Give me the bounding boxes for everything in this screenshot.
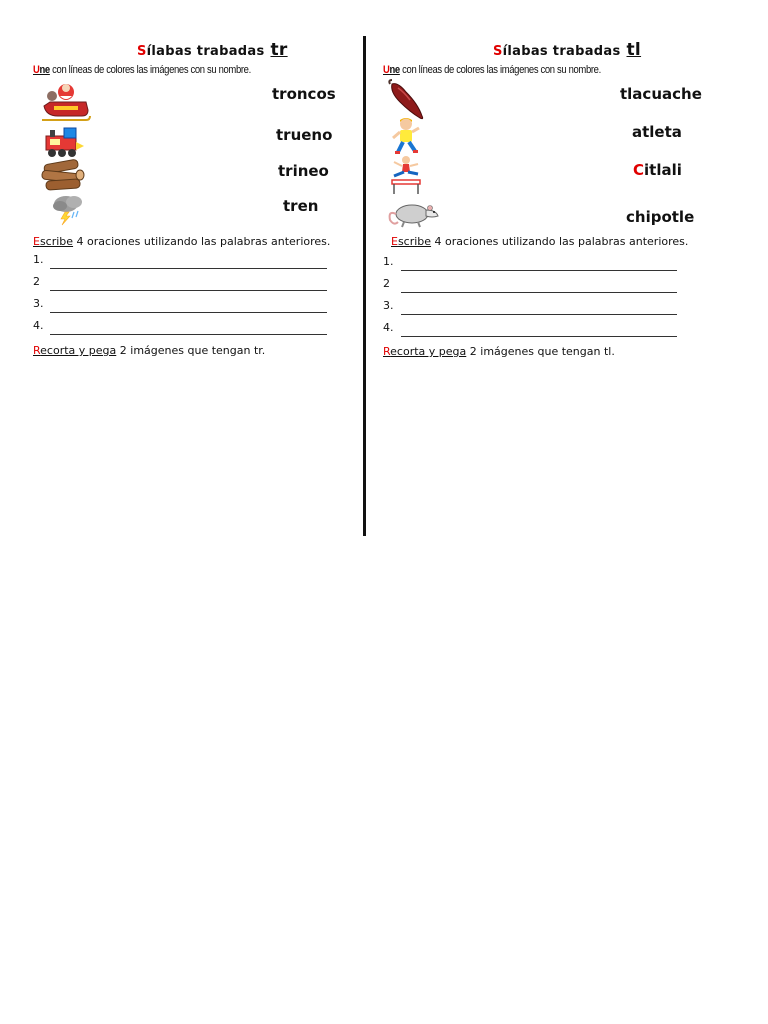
right-cut-instruction [383,345,615,358]
left-match-instruction [33,64,251,76]
left-write-lead-rest: scribe [39,235,74,248]
left-cut-text: 2 imágenes que tengan tr. [116,344,266,357]
left-word-3: trineo [278,162,329,180]
left-line-number-4: 4. [33,319,44,332]
storm-cloud-image [50,192,84,226]
left-writing-line-2[interactable] [50,290,327,291]
left-word-1: troncos [272,85,336,103]
right-word-3 [633,161,682,179]
left-line-number-3: 3. [33,297,44,310]
right-match-instruction [383,64,601,76]
left-write-text: 4 oraciones utilizando las palabras anteriores. [73,235,331,248]
right-match-lead-rest: ne [389,64,400,76]
left-write-lead-initial: E [33,235,40,248]
left-line-number-2: 2 [33,275,40,288]
right-word-1: tlacuache [620,85,702,103]
right-writing-line-2[interactable] [401,292,677,293]
left-line-number-1: 1. [33,253,44,266]
left-title-syllable: tr [270,40,288,60]
right-word-3-rest: itlali [644,161,682,179]
right-writing-line-1[interactable] [401,270,677,271]
left-writing-line-1[interactable] [50,268,327,269]
right-title-text: ílabas trabadas [502,44,621,59]
right-title [493,40,641,60]
right-line-number-3: 3. [383,299,394,312]
left-writing-line-3[interactable] [50,312,327,313]
left-title-initial: S [137,44,147,59]
right-word-2: atleta [632,123,682,141]
right-line-number-1: 1. [383,255,394,268]
left-cut-lead-rest: ecorta y pega [40,344,117,357]
left-word-2: trueno [276,126,333,144]
logs-image [38,158,86,192]
right-writing-line-3[interactable] [401,314,677,315]
sleigh-image [40,80,92,124]
running-child-image [390,116,422,156]
right-write-lead-rest: scribe [397,235,432,248]
left-cut-instruction [33,344,265,357]
right-writing-line-4[interactable] [401,336,677,337]
left-write-instruction [33,235,330,248]
left-cut-lead-initial: R [33,344,41,357]
column-divider [363,36,366,536]
right-cut-lead-rest: ecorta y pega [390,345,467,358]
right-write-lead-initial: E [391,235,398,248]
left-title-text: ílabas trabadas [146,44,265,59]
right-line-number-4: 4. [383,321,394,334]
hurdle-athlete-image [388,154,424,194]
opossum-image [388,196,440,228]
right-match-text: con líneas de colores las imágenes con su nombre. [399,64,601,76]
left-writing-line-4[interactable] [50,334,327,335]
left-word-4: tren [283,197,319,215]
right-write-text: 4 oraciones utilizando las palabras anteriores. [431,235,689,248]
right-word-4: chipotle [626,208,695,226]
right-match-lead-initial: U [383,64,390,76]
right-write-instruction [391,235,688,248]
train-image [42,124,86,160]
right-line-number-2: 2 [383,277,390,290]
right-cut-text: 2 imágenes que tengan tl. [466,345,615,358]
left-match-lead-rest: ne [39,64,50,76]
left-match-lead-initial: U [33,64,40,76]
right-word-3-initial: C [633,161,645,179]
right-title-initial: S [493,44,503,59]
left-match-text: con líneas de colores las imágenes con su nombre. [49,64,251,76]
right-title-syllable: tl [626,40,642,60]
left-title [137,40,288,60]
right-cut-lead-initial: R [383,345,391,358]
